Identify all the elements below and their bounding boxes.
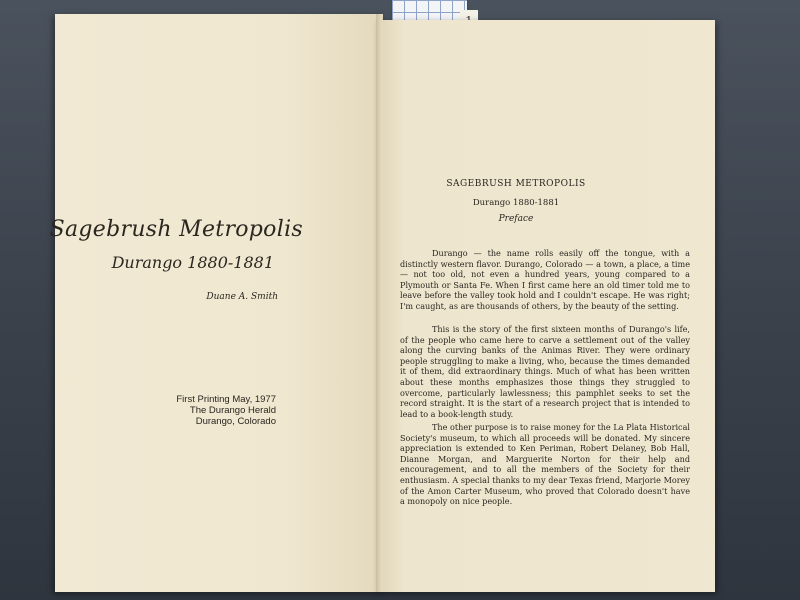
location-line: Durango, Colorado [195, 416, 276, 427]
author-name: Duane A. Smith [206, 292, 278, 302]
preface-paragraph: This is the story of the first sixteen months of Durango's life, of the people who came here to carve a settlement out of the valley along the curving banks of the Animas River. They were ordinary people struggling to make a living, who, because the times demanded it of them, did extraordinary things. Much of what has been written about these months emphasizes those things they struggled to overcome, particularly lawlessness; this pamphlet seeks to set the record straight. It is the start of a research project that is intended to lead to a book-length study. [400, 324, 690, 419]
printing-info [40, 394, 276, 427]
preface-page-title: SAGEBRUSH METROPOLIS [446, 179, 586, 189]
book-title: Sagebrush Metropolis [49, 217, 303, 242]
publisher-line: The Durango Herald [189, 405, 276, 416]
preface-page-subtitle: Durango 1880-1881 [472, 198, 560, 208]
preface-heading: Preface [498, 214, 534, 224]
printing-line: First Printing May, 1977 [176, 394, 276, 405]
book-subtitle: Durango 1880-1881 [111, 253, 274, 272]
preface-paragraph: The other purpose is to raise money for the La Plata Historical Society's museum, to which all proceeds will be donated. My sincere appreciation is extended to Ken Periman, Robert Delaney, Bob Hall, Dianne Morgan, and Marguerite Norton for their help and encouragement, and to all the members of the Society for their enthusiasm. A special thanks to my dear Texas friend, Marjorie Morey of the Amon Carter Museum, who proved that Colorado doesn't have a monopoly on nice people. [400, 422, 690, 507]
left-page [55, 14, 383, 592]
preface-paragraph: Durango — the name rolls easily off the tongue, with a distinctly western flavor. Durango, Colorado — a town, a place, a time — not too old, not even a hundred years, young compared to a Plymouth or Santa Fe. When I first came here an old timer told me to leave before the valley took hold and I couldn't escape. He was right; I'm caught, as are thousands of others, by the beauty of the setting. [400, 248, 690, 311]
book-gutter [376, 14, 382, 592]
